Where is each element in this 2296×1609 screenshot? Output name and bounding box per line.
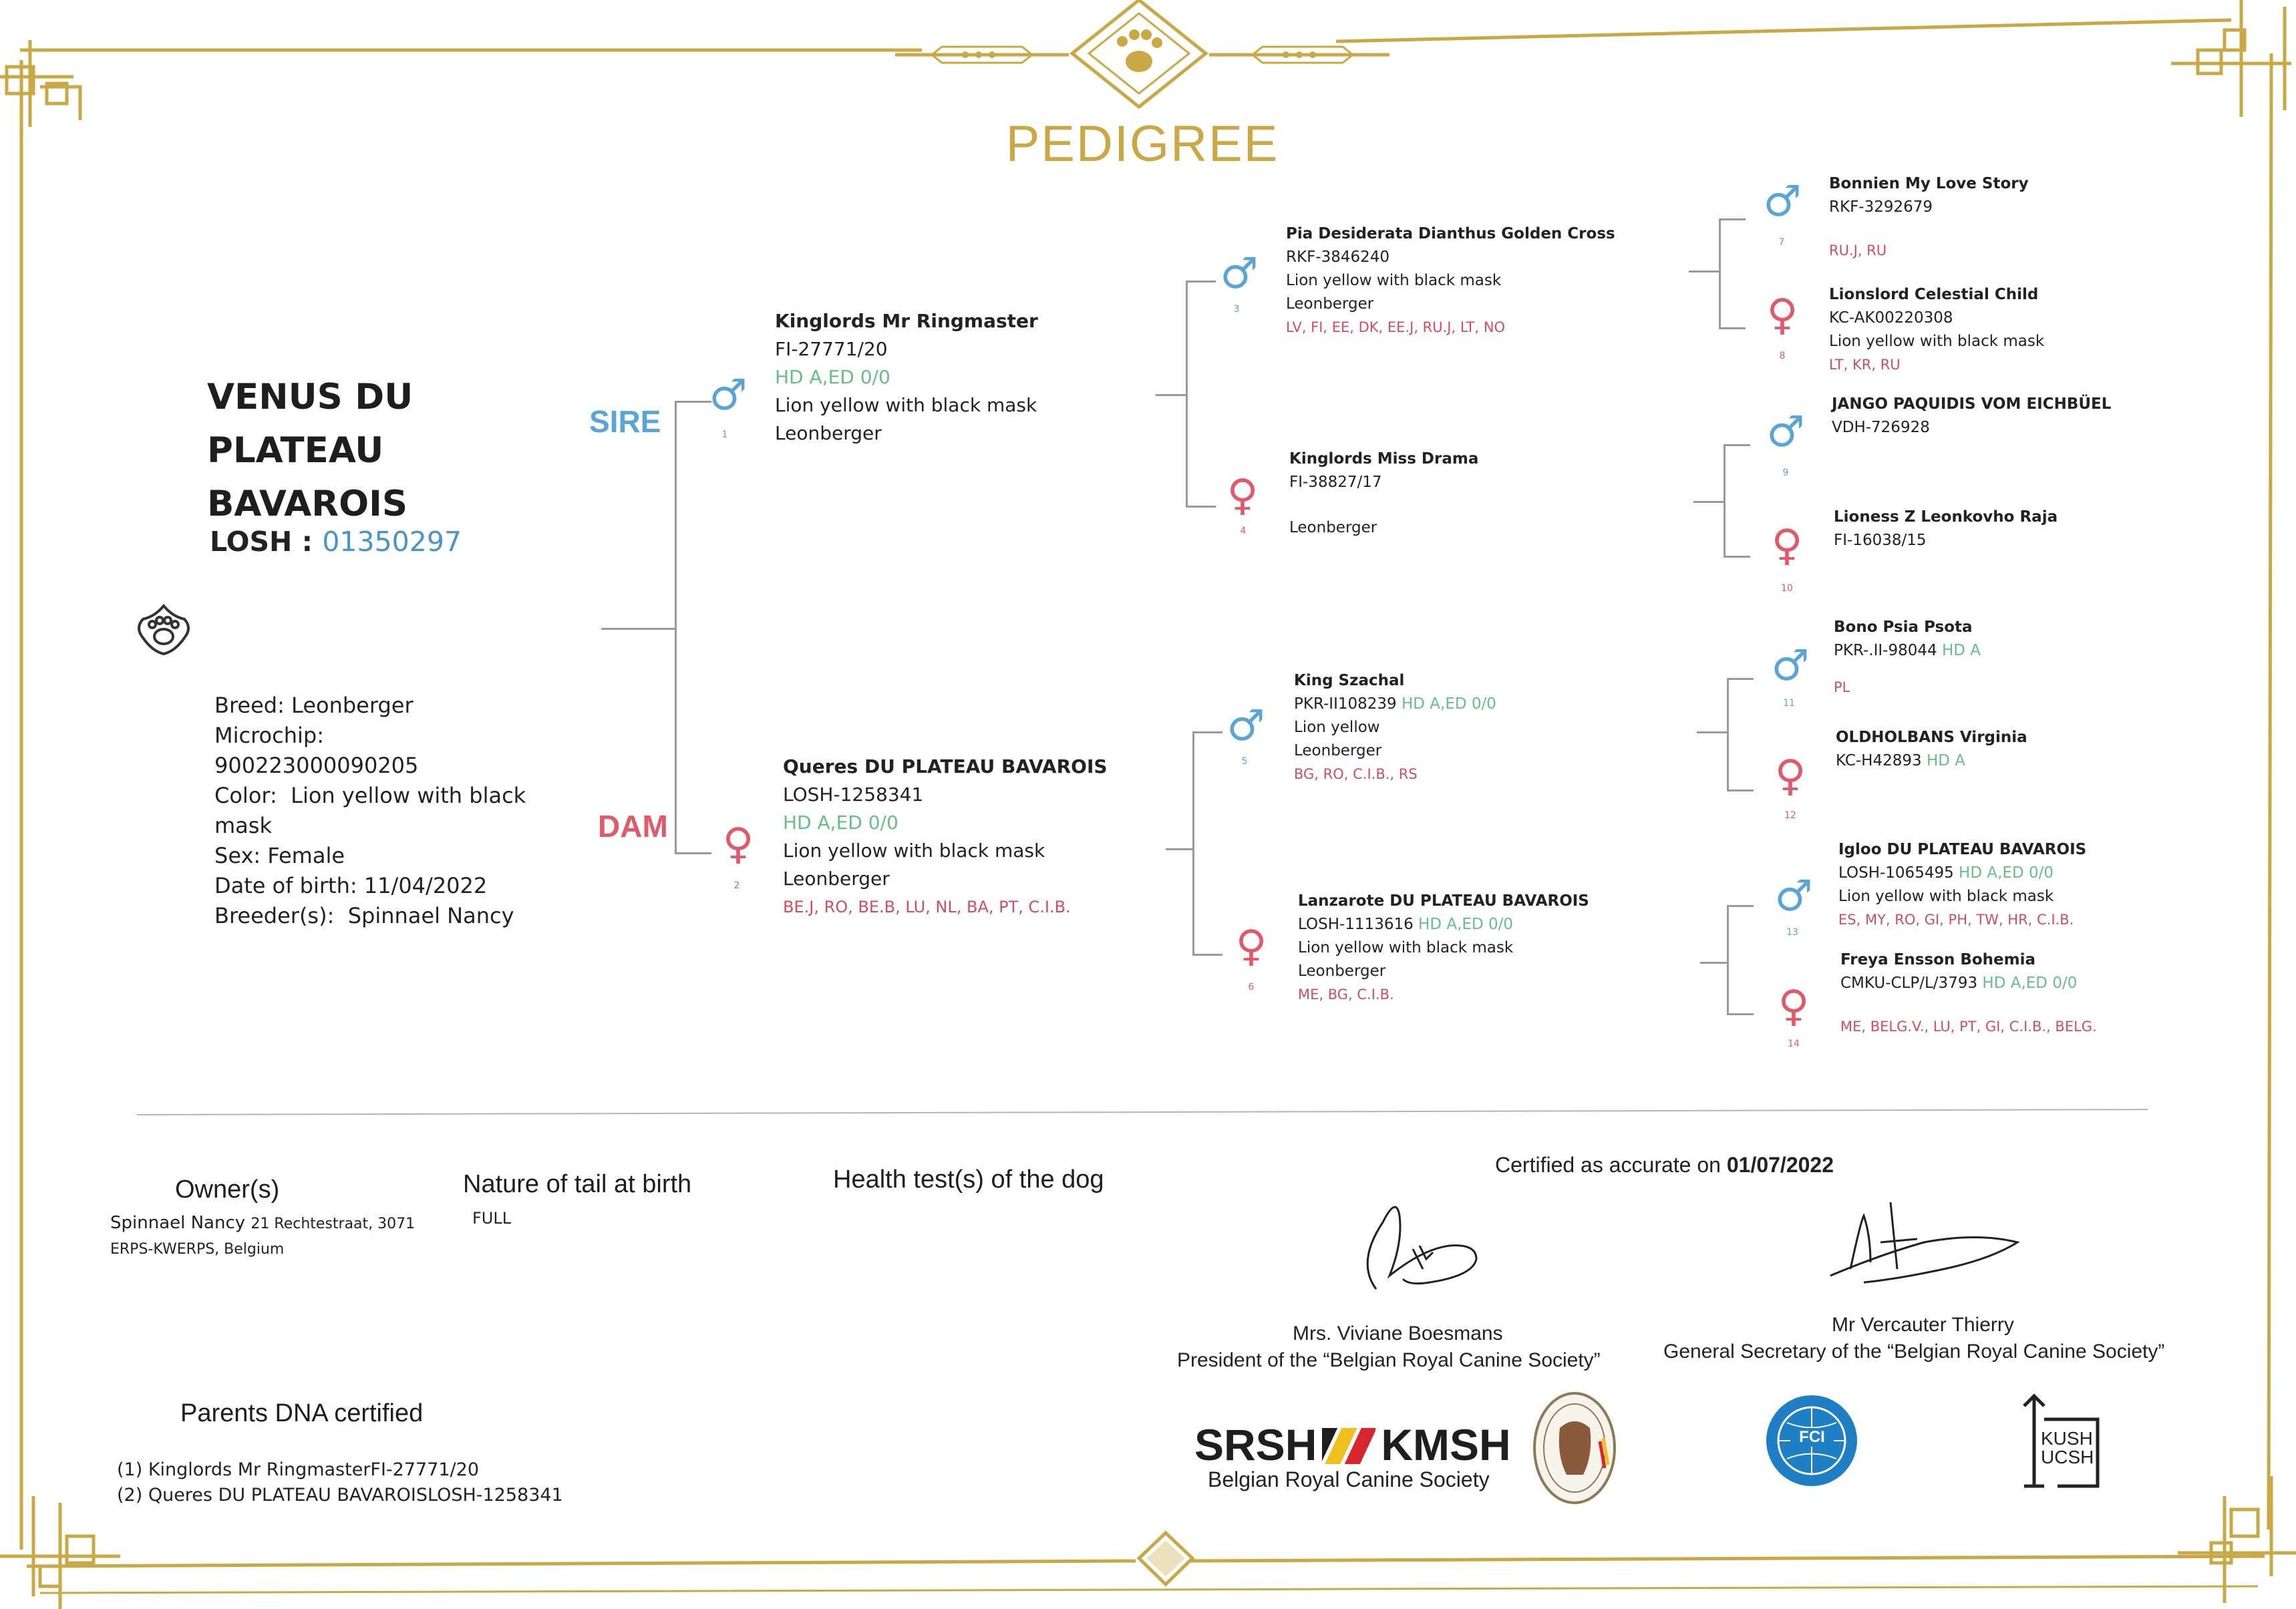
ancestor-3 <box>1286 222 1615 339</box>
kush-ucsh-text <box>2041 1429 2094 1467</box>
dna-item-1: (1) Kinglords Mr RingmasterFI-27771/20 <box>117 1459 480 1480</box>
tree-line <box>1192 954 1222 956</box>
male-symbol-icon: ♂ <box>1220 249 1259 299</box>
ancestor-6 <box>1298 890 1589 1007</box>
ancestor-name: Bonnien My Love Story <box>1829 175 2029 192</box>
signature-1-image <box>1349 1182 1496 1302</box>
ancestor-number: 14 <box>1788 1039 1800 1049</box>
ancestor-reg: VDH-726928 <box>1832 419 1930 436</box>
top-paw-icon <box>1117 29 1162 72</box>
tree-line <box>1186 506 1216 508</box>
female-symbol-icon: ♀ <box>1774 751 1806 801</box>
tree-line <box>1727 678 1754 680</box>
health-title: Health test(s) of the dog <box>833 1166 1104 1194</box>
dob-row <box>214 871 535 901</box>
ancestor-reg: LOSH-1113616 <box>1298 916 1414 933</box>
tree-line <box>1186 281 1188 508</box>
ancestor-number: 1 <box>721 429 728 440</box>
ancestor-name: Lioness Z Leonkovho Raja <box>1834 508 2058 526</box>
tree-line <box>675 401 677 854</box>
male-symbol-icon: ♂ <box>709 371 748 420</box>
ancestor-breed: Leonberger <box>1286 295 1374 313</box>
color-label: Color: <box>214 783 277 808</box>
ancestor-number: 5 <box>1241 756 1248 767</box>
female-symbol-icon: ♀ <box>1778 982 1810 1031</box>
signature-1-role: President of the “Belgian Royal Canine Society” <box>1177 1349 1601 1371</box>
signature-1-name: Mrs. Viviane Boesmans <box>1293 1322 1503 1345</box>
owner-info <box>110 1210 415 1262</box>
kush-text: KUSH <box>2041 1428 2093 1449</box>
ancestor-name: Queres DU PLATEAU BAVAROIS <box>783 755 1108 777</box>
ancestor-reg: FI-38827/17 <box>1289 474 1382 491</box>
breeder-label: Breeder(s): <box>214 903 335 928</box>
ancestor-name: JANGO PAQUIDIS VOM EICHBÜEL <box>1832 395 2112 413</box>
ancestor-breed: Leonberger <box>1289 519 1377 536</box>
tree-line <box>1727 905 1754 907</box>
female-symbol-icon: ♀ <box>1771 521 1803 570</box>
breed-value: Leonberger <box>291 693 414 718</box>
dna-list <box>117 1457 563 1508</box>
ancestor-titles: RU.J, RU <box>1829 242 1887 258</box>
ancestor-number: 6 <box>1248 982 1255 993</box>
srsh-kmsh-logo <box>1194 1419 1511 1470</box>
tree-line <box>1727 678 1729 791</box>
tree-line <box>1719 218 1721 329</box>
microchip-value: 900223000090205 <box>214 753 419 778</box>
ancestor-health: HD A <box>1941 642 1981 659</box>
ancestor-reg: FI-27771/20 <box>775 338 888 360</box>
ancestor-color: Lion yellow with black mask <box>1829 333 2045 350</box>
tree-line <box>1727 789 1754 791</box>
spacer <box>1289 494 1478 516</box>
signature-2-image <box>1824 1196 2024 1296</box>
color-value: Lion yellow with black mask <box>214 783 526 838</box>
ancestor-number: 9 <box>1782 468 1789 478</box>
tree-line <box>1693 501 1724 503</box>
ancestor-8 <box>1829 283 2044 377</box>
ancestor-1 <box>775 307 1038 448</box>
ancestor-reg: LOSH-1258341 <box>783 783 924 806</box>
srsh-text: SRSH <box>1194 1420 1317 1469</box>
ancestor-color: Lion yellow <box>1294 719 1380 736</box>
ancestor-number: 13 <box>1786 927 1798 938</box>
ancestor-2 <box>783 753 1108 921</box>
ancestor-titles: ES, MY, RO, GI, PH, TW, HR, C.I.B. <box>1838 912 2074 928</box>
ancestor-titles: LV, FI, EE, DK, EE.J, RU.J, LT, NO <box>1286 319 1506 335</box>
tree-line <box>1727 905 1729 1015</box>
owner-address-2: ERPS-KWERPS, Belgium <box>110 1241 285 1258</box>
microchip-row <box>214 721 535 781</box>
ancestor-5 <box>1294 669 1496 786</box>
spacer <box>1834 663 1981 676</box>
breeder-value: Spinnael Nancy <box>347 903 514 928</box>
male-symbol-icon: ♂ <box>1766 407 1805 457</box>
owner-title: Owner(s) <box>175 1176 280 1204</box>
tree-line <box>1697 731 1727 733</box>
ancestor-color: Lion yellow with black mask <box>1298 939 1514 956</box>
ancestor-4 <box>1289 448 1478 540</box>
signature-2-role: General Secretary of the “Belgian Royal Canine Society” <box>1663 1340 2165 1363</box>
tree-line <box>1724 444 1726 558</box>
ancestor-reg: KC-H42893 <box>1836 752 1922 769</box>
ancestor-health: HD A,ED 0/0 <box>1959 864 2054 882</box>
ancestor-11 <box>1834 616 1981 699</box>
color-row <box>214 781 535 841</box>
ancestor-color: Lion yellow with black mask <box>1838 888 2054 905</box>
ancestor-titles: ME, BELG.V., LU, PT, GI, C.I.B., BELG. <box>1840 1019 2097 1035</box>
dob-label: Date of birth: <box>214 873 357 898</box>
dna-title: Parents DNA certified <box>180 1399 424 1427</box>
ancestor-reg: PKR-II108239 <box>1294 695 1397 713</box>
ancestor-name: Bono Psia Psota <box>1834 618 1973 636</box>
certified-label: Certified as accurate on <box>1495 1153 1721 1177</box>
dog-crest-logo <box>1530 1388 1620 1508</box>
ancestor-number: 11 <box>1783 698 1795 709</box>
ancestor-health: HD A,ED 0/0 <box>1401 695 1496 713</box>
kmsh-text: KMSH <box>1381 1420 1511 1469</box>
losh-label: LOSH : <box>210 526 313 558</box>
ancestor-name: OLDHOLBANS Virginia <box>1836 729 2027 746</box>
belgian-flag-icon <box>1322 1428 1375 1464</box>
owner-address-1: 21 Rechtestraat, 3071 <box>251 1216 416 1232</box>
ancestor-number: 2 <box>733 880 740 891</box>
sex-label: Sex: <box>214 843 261 868</box>
signature-2-name: Mr Vercauter Thierry <box>1832 1314 2014 1336</box>
breeder-row <box>214 901 535 931</box>
sex-row <box>214 841 535 871</box>
ancestor-titles: LT, KR, RU <box>1829 357 1901 373</box>
ancestor-reg: LOSH-1065495 <box>1838 864 1954 882</box>
female-symbol-icon: ♀ <box>1766 291 1798 340</box>
ancestor-titles: ME, BG, C.I.B. <box>1298 987 1394 1003</box>
male-symbol-icon: ♂ <box>1763 177 1802 226</box>
ancestor-titles: BE.J, RO, BE.B, LU, NL, BA, PT, C.I.B. <box>783 898 1071 916</box>
sire-label: SIRE <box>589 404 661 439</box>
male-symbol-icon: ♂ <box>1226 701 1265 751</box>
ancestor-14 <box>1840 948 2097 1039</box>
tail-title: Nature of tail at birth <box>463 1170 692 1198</box>
breed-label: Breed: <box>214 693 285 718</box>
ancestor-7 <box>1829 172 2029 262</box>
ancestor-name: Lanzarote DU PLATEAU BAVAROIS <box>1298 892 1589 910</box>
dna-item-2: (2) Queres DU PLATEAU BAVAROISLOSH-1258341 <box>117 1485 563 1505</box>
tree-line <box>1166 848 1192 850</box>
ucsh-text: UCSH <box>2041 1447 2094 1467</box>
ancestor-titles: BG, RO, C.I.B., RS <box>1294 766 1418 782</box>
ancestor-breed: Leonberger <box>1294 742 1382 759</box>
breed-row <box>214 691 535 721</box>
tree-line <box>1700 962 1727 964</box>
owner-name: Spinnael Nancy <box>110 1213 246 1233</box>
female-symbol-icon: ♀ <box>1235 922 1267 971</box>
tree-line <box>1192 731 1194 955</box>
ancestor-reg: KC-AK00220308 <box>1829 309 1953 327</box>
sex-value: Female <box>267 843 345 868</box>
tree-line <box>1724 444 1750 446</box>
ancestor-health: HD A,ED 0/0 <box>783 812 898 834</box>
page-title: PEDIGREE <box>1005 116 1279 172</box>
tree-line <box>1192 731 1222 733</box>
ancestor-name: Freya Ensson Bohemia <box>1840 951 2036 968</box>
ancestor-breed: Leonberger <box>775 422 882 444</box>
ancestor-reg: FI-16038/15 <box>1834 532 1927 549</box>
ancestor-reg: RKF-3292679 <box>1829 198 1933 216</box>
microchip-label: Microchip: <box>214 723 324 748</box>
ancestor-health: HD A,ED 0/0 <box>1982 974 2078 992</box>
dog-details <box>214 691 535 931</box>
tree-line <box>1727 1013 1754 1015</box>
tree-line <box>1724 556 1750 558</box>
dog-name: VENUS DU PLATEAU BAVAROIS <box>207 377 414 524</box>
ancestor-name: Kinglords Mr Ringmaster <box>775 310 1038 332</box>
male-symbol-icon: ♂ <box>1771 641 1810 691</box>
ancestor-12 <box>1836 726 2027 773</box>
dam-label: DAM <box>598 809 668 844</box>
ancestor-health: HD A,ED 0/0 <box>1418 916 1513 933</box>
losh-value: 01350297 <box>322 526 462 558</box>
tree-line <box>1689 271 1719 273</box>
ancestor-number: 3 <box>1233 304 1240 315</box>
certified-date: 01/07/2022 <box>1726 1153 1834 1177</box>
ancestor-breed: Leonberger <box>1298 962 1386 980</box>
tree-line <box>1719 327 1746 329</box>
ancestor-health: HD A <box>1926 752 1966 769</box>
ancestor-9 <box>1832 393 2111 439</box>
tree-line <box>1186 281 1216 283</box>
ancestor-breed: Leonberger <box>783 868 890 890</box>
fci-text: FCI <box>1790 1428 1834 1447</box>
ancestor-number: 12 <box>1784 810 1796 821</box>
ancestor-name: Kinglords Miss Drama <box>1289 450 1479 468</box>
paw-icon <box>134 598 194 658</box>
ancestor-10 <box>1834 506 2058 552</box>
ancestor-name: Pia Desiderata Dianthus Golden Cross <box>1286 225 1615 242</box>
dob-value: 11/04/2022 <box>363 873 488 898</box>
ancestor-color: Lion yellow with black mask <box>775 394 1037 416</box>
tree-line <box>675 852 711 854</box>
ancestor-13 <box>1838 838 2086 932</box>
spacer <box>1829 219 2029 239</box>
ancestor-color: Lion yellow with black mask <box>1286 272 1502 289</box>
ancestor-name: King Szachal <box>1294 672 1405 689</box>
tree-line <box>1719 218 1746 220</box>
tail-value: FULL <box>472 1209 512 1228</box>
srsh-subtitle: Belgian Royal Canine Society <box>1208 1467 1490 1491</box>
ancestor-color: Lion yellow with black mask <box>783 840 1045 862</box>
certified-line <box>1495 1153 1834 1178</box>
ancestor-health: HD A,ED 0/0 <box>775 366 890 388</box>
tree-line <box>601 628 675 630</box>
ancestor-number: 7 <box>1778 237 1785 248</box>
female-symbol-icon: ♀ <box>1226 471 1259 520</box>
ancestor-number: 8 <box>1779 351 1786 361</box>
ancestor-name: Igloo DU PLATEAU BAVAROIS <box>1838 841 2087 858</box>
tree-line <box>1156 394 1186 396</box>
male-symbol-icon: ♂ <box>1774 872 1813 921</box>
ancestor-titles: PL <box>1834 679 1850 695</box>
ancestor-name: Lionslord Celestial Child <box>1829 286 2039 303</box>
ancestor-number: 4 <box>1240 526 1247 536</box>
ancestor-number: 10 <box>1781 583 1793 594</box>
dog-losh <box>210 526 462 558</box>
ancestor-reg: RKF-3846240 <box>1286 248 1390 266</box>
ancestor-reg: PKR-.II-98044 <box>1834 642 1937 659</box>
female-symbol-icon: ♀ <box>722 820 754 869</box>
spacer <box>1840 995 2097 1015</box>
ancestor-reg: CMKU-CLP/L/3793 <box>1840 974 1978 992</box>
